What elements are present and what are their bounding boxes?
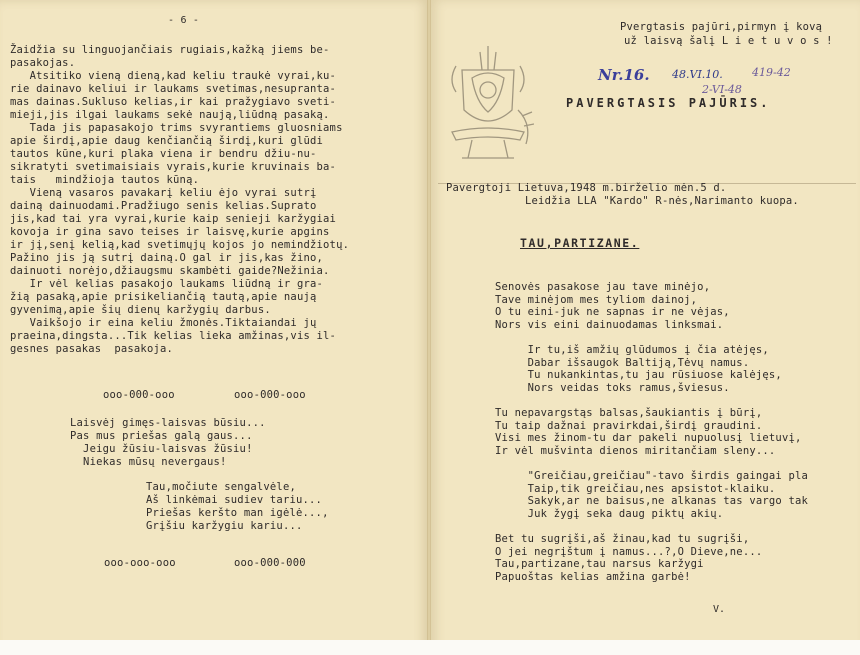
poem-line: Priešas keršto man igėlė..., (146, 507, 329, 519)
separator-2a: ooo-ooo-ooo (104, 557, 176, 569)
prose-line: Vaikšojo ir eina keliu žmonės.Tiktaiandai jų (10, 317, 317, 329)
prose-line: Pažino jis ją sutrį dainą.O gal ir jis,kas žino, (10, 252, 324, 264)
poem-line: Tau,močiute sengalvėle, (146, 481, 296, 493)
poem-line: Nors vis eini dainuodamas linksmai. (495, 318, 724, 331)
issue-number: Nr.16. (598, 66, 650, 84)
prose-line: tautos kūne,kuri plaka viena ir bendru džiu-nu- (10, 148, 317, 160)
prose-line: apie širdį,apie daug kenčiančią širdį,kuri glūdi (10, 135, 324, 147)
poem-line: Bet tu sugrįši,aš žinau,kad tu sugrįši, (495, 533, 750, 545)
prose-line: sikratyti svetimaisiais vyrais,kurie kruvinais ba- (10, 161, 337, 173)
prose-line: mas dainas.Sukluso kelias,ir kai pražygiavo sveti- (10, 96, 337, 108)
prose-line: praeina,dingsta...Tik kelias lieka amžinas,vis il- (10, 330, 337, 342)
prose-line: ir jį,senį kelią,kad svetimųjų kojos jo nemindžiotų. (10, 239, 350, 251)
newspaper-title: PAVERGTASIS PAJŪRIS. (566, 96, 771, 110)
poem-line: Visi mes žinom-tu dar pakeli nupuolusį lietuvį, (495, 432, 802, 445)
prose-line: gesnes pasakas pasakoja. (10, 343, 174, 355)
prose-line: Tada jis papasakojo trims svyrantiems gluosniams (10, 122, 343, 134)
separator-1a: ooo-000-ooo (103, 389, 175, 401)
prose-line: Žaidžia su linguojančiais rugiais,kažką jiems be- (10, 44, 330, 56)
poem-line: Ir tu,iš amžių glūdumos į čia atėjęs, (495, 344, 769, 356)
prose-line: jis,kad tai yra vyrai,kurie kaip senieji karžygiai (10, 213, 337, 225)
poem-line: Aš linkėmai sudiev tariu... (146, 494, 323, 506)
poem-line: "Greičiau,greičiau"-tavo širdis gaingai pla (495, 470, 809, 482)
page-fold (427, 0, 431, 655)
publisher-line: Leidžia LLA "Kardo" R-nės,Narimanto kuopa. (525, 195, 799, 207)
poem-line: Niekas mūsų nevergaus! (70, 456, 227, 468)
prose-line: Vieną vasaros pavakarį keliu ėjo vyrai sutrį (10, 187, 317, 199)
prose-line: žią pasaką,apie prisikeliančią tautą,apie naują (10, 291, 317, 303)
prose-line: Atsitiko vieną dieną,kad keliu traukė vyrai,ku- (10, 70, 337, 82)
separator-1b: ooo-000-ooo (234, 389, 306, 401)
poem-line: Nors veidas toks ramus,šviesus. (495, 381, 730, 394)
separator-2b: ooo-000-000 (234, 557, 306, 569)
poem-line: O jei negrįštum į namus...?,O Dieve,ne... (495, 545, 763, 558)
prose-line: dainą dainuodami.Pradžiugo senis kelias.Suprato (10, 200, 317, 212)
prose-line: pasakojas. (10, 57, 76, 69)
motto-line-2: už laisvą šalį L i e t u v o s ! (624, 35, 833, 47)
emblem-icon (442, 40, 534, 165)
poem-line: Tu nepavargstąs balsas,šaukiantis į būrį, (495, 407, 763, 419)
archive-number-handwritten: 419-42 (752, 66, 791, 79)
archive-date-handwritten: 2-VI-48 (702, 83, 742, 96)
prose-line: mieji,jis ilgai laukams sekė naują,liūdną pasaką. (10, 109, 330, 121)
page-number: - 6 - (168, 15, 200, 26)
poem-line: Jeigu žūsiu-laisvas žūsiu! (70, 443, 253, 455)
poem-line: Papuoštas kelias amžina garbė! (495, 570, 691, 583)
prose-line: kovoja ir gina savo teises ir laisvę,kurie apgins (10, 226, 330, 238)
poem-line: Sakyk,ar ne baisus,ne alkanas tas vargo tak (495, 495, 809, 508)
prose-line: tais mindžioja tautos kūną. (10, 174, 200, 186)
poem-line: Ir vėl mušvinta dienos miritančiam sleny... (495, 444, 776, 457)
poem-line: Tave minėjom mes tyliom dainoj, (495, 293, 698, 306)
poem-line: Taip,tik greičiau,nes apsistot-klaiku. (495, 482, 776, 495)
prose-line: gyvenimą,apie šių dienų karžygių darbus. (10, 304, 271, 316)
signature: V. (713, 604, 726, 615)
poem-line: Tau,partizane,tau narsus karžygi (495, 558, 704, 571)
poem-line: O tu eini-juk ne sapnas ir ne vėjas, (495, 306, 730, 319)
dateline: Pavergtoji Lietuva,1948 m.birželio mėn.5 d. (446, 182, 727, 194)
poem-title: TAU,PARTIZANE. (520, 236, 640, 250)
prose-line: dainuoti norėjo,džiaugsmu skambėti gaide?Nežinia. (10, 265, 330, 277)
prose-line: rie dainavo keliui ir laukams svetimas,nesupranta- (10, 83, 337, 95)
poem-line: Grįšiu karžygiu kariu... (146, 520, 303, 532)
poem-line: Laisvėj gimęs-laisvas būsiu... (70, 417, 266, 429)
poem-line: Senovės pasakose jau tave minėjo, (495, 281, 711, 293)
poem-line: Dabar išsaugok Baltiją,Tėvų namus. (495, 356, 750, 369)
issue-date-handwritten: 48.VI.10. (672, 68, 723, 81)
prose-line: Ir vėl kelias pasakojo laukams liūdną ir gra- (10, 278, 324, 290)
scan-border (0, 640, 860, 655)
motto-line-1: Pvergtasis pajūri,pirmyn į kovą (620, 21, 823, 33)
poem-line: Pas mus priešas galą gaus... (70, 430, 253, 442)
poem-line: Tu nukankintas,tu jau rūsiuose kalėjęs, (495, 369, 782, 382)
poem-line: Juk žygį seka daug piktų akių. (495, 507, 724, 520)
poem-line: Tu taip dažnai pravirkdai,širdį graudini. (495, 419, 763, 432)
